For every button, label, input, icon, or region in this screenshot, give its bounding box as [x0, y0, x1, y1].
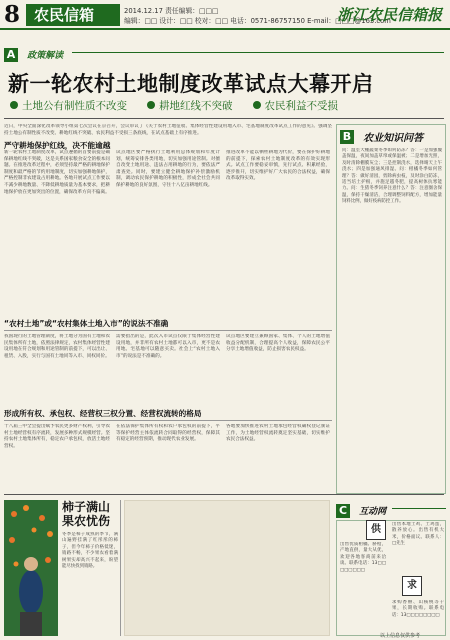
demand-listing: 求购香榧、山核桃等干果，长期收购。联系电话：13□□□□□□□□ [392, 600, 444, 618]
section-c-label: 互动网 [359, 507, 387, 517]
section-b-header [340, 126, 423, 145]
section-a-label: 政策解读 [27, 51, 64, 61]
blank-ad-space [124, 500, 330, 636]
bullet-item: 耕地红线不突破 [147, 98, 233, 112]
paper-name-logo: 浙江农民信箱报 [336, 6, 442, 24]
section-a-badge: A [4, 48, 18, 62]
article-column-1: 新一轮农村土地制度改革，试点遵循的首要前提是确保耕地红线不突破，这是关系国家粮食安全的根本问题。在推进改革过程中，必须坚持最严格的耕地保护制度和最严格的节约用地制度，切实加强耕地保护，严格控制非农建设占用耕地。各地开展试点工作要以不减少耕地数量、不降低耕地质量为基本要求，把耕地保护放在更加突出的位置，确保改革方向不偏离。 [4, 150, 110, 195]
knowledge-qa-body: 问：温室大棚蔬菜冬季如何防冻？答：一是加强覆盖保温，夜间加盖草帘或保温被；二是增加光照，及时清除棚膜灰尘；三是控制浇水，选择晴天上午浇水；四是加强通风排湿。问：柑橘冬季如何管理？答：做好清园，剪除病虫枝，及时涂白防冻，适当培土护根，并施足越冬肥，提高树体抗寒能力。问：生猪冬季饲养注意什么？答：注意圈舍保温，保持干燥清洁，合理调整饲料配方，增加能量饲料比例，做好疫病防控工作。 [342, 148, 442, 205]
supply-listing-right: 出售本地土鸡、土鸡蛋，散养放心。出售有机大米，价格面议。联系人：□先生 [392, 522, 444, 547]
divider [4, 420, 332, 421]
persimmon-tree-illustration [4, 500, 58, 636]
demand-tag: 求 [402, 576, 422, 596]
section-b-badge: B [340, 130, 354, 144]
supply-tag: 供 [366, 520, 386, 540]
article-column-3: 推进改革不能以牺牲耕地为代价，要在保护好耕地的前提下，探索农村土地制度改革的有效实现形式。试点工作要稳妥审慎，先行试点、积累经验，逐步推开，切实维护好广大农民的合法权益，确保改革取得实效。 [226, 150, 330, 182]
persimmon-story: 冬季是柿子成熟的季节，满山遍野挂满了红彤彤的柿子，但今年柿子价格低迷，销路不畅，不少果农看着满树果实却高兴不起来，盼望能尽快找到销路。 [62, 532, 118, 570]
subheading-2: “农村土地”或“农村集体土地入市”的说法不准确 [4, 319, 169, 328]
contact-line: 编辑：□□ 设计：□□ 校对：□□ 电话：0571-86757150 E-mail：□□□@163.com [124, 17, 391, 25]
bullet-dot-icon [147, 101, 155, 109]
bullet-item: 农民利益不受损 [253, 98, 339, 112]
divider [72, 52, 444, 53]
persimmon-title: 柿子满山果农忧伤 [62, 500, 111, 528]
divider [120, 500, 121, 636]
article-column-6: 试点地区要建立兼顾国家、集体、个人的土地增值收益分配机制，合理提高个人收益，保障农民公平分享土地增值收益，防止损害农民权益。 [226, 334, 330, 353]
article-column-7: 十八届三中全会提出赋予农民更多财产权利，引导农村土地经营权有序流转，发展多种形式规模经营。坚持农村土地集体所有，稳定农户承包权，放活土地经营权。 [4, 424, 110, 449]
section-title: 农民信箱 [26, 4, 120, 26]
bullet-dot-icon [10, 101, 18, 109]
persimmon-farmer-photo [4, 500, 58, 636]
article-column-2: 试点地区要严格执行土地利用总体规划和年度计划，统筹安排各类用地，切实加强用途管制。对擅自改变土地用途、违法占用耕地的行为，要依法严肃查处。同时，要建立健全耕地保护补偿激励机制，调动农民保护耕地的积极性，形成全社会共同保护耕地的良好氛围，守住十八亿亩耕地红线。 [116, 150, 220, 188]
article-column-5: 需要指出的是，此次入市试点仅限于集体经营性建设用地，并非所有农村土地都可以入市，更不是农用地、宅基地可以随意买卖。社会上“农村土地入市”的说法是不准确的。 [116, 334, 220, 359]
article-column-8: 在依法保护集体所有权和农户承包权的前提下，平等保护经营主体依流转合同取得的经营权，保障其有稳定的经营预期，推动现代农业发展。 [116, 424, 220, 443]
divider [392, 508, 446, 509]
market-footnote: 以上信息仅供参考 [380, 633, 421, 639]
main-headline: 新一轮农村土地制度改革试点大幕开启 [8, 71, 374, 96]
supply-listing-left: 出售优质柑橘、脐橙，产地直供，量大从优，欢迎各地客商前来洽谈。联系电话：13□□□□□□□□ [340, 542, 386, 573]
article-column-9: 各地要加快推进农村土地承包经营权确权登记颁证工作，为土地经营权流转奠定坚实基础，切实维护农民合法权益。 [226, 424, 330, 443]
subheading-3: 形成所有权、承包权、经营权三权分置、经营权流转的格局 [4, 409, 202, 418]
page-number: 8 [4, 1, 21, 28]
divider [4, 118, 444, 119]
divider [4, 494, 444, 495]
section-b-label: 农业知识问答 [363, 133, 424, 144]
article-lead: 近日，中央全面深化改革领导小组第七次会议在京召开，会议审议了《关于农村土地征收、集体经营性建设用地入市、宅基地制度改革试点工作的意见》。强调坚持土地公有制性质不改变、耕地红线不突破、农民利益不受损三条底线，在试点基础上有序推进。 [4, 124, 332, 136]
bullet-dot-icon [253, 101, 261, 109]
section-c-header [336, 500, 386, 519]
section-c-badge: C [336, 504, 350, 518]
headline-bullets [10, 98, 446, 112]
subheading-1: 严守耕地保护红线，决不能逾越 [4, 141, 111, 150]
bullet-item: 土地公有制性质不改变 [10, 98, 127, 112]
article-column-4: 我国现行的土地管理制度，将土地分为国有土地和农民集体所有土地，依照法律规定，农村集体经营性建设用地在符合规划和用途管制的前提下，可以出让、租赁、入股，实行与国有土地同等入市、同权同价。 [4, 334, 110, 359]
issue-date: 2014.12.17 责任编辑：□□□ [124, 7, 219, 15]
divider [4, 330, 332, 331]
